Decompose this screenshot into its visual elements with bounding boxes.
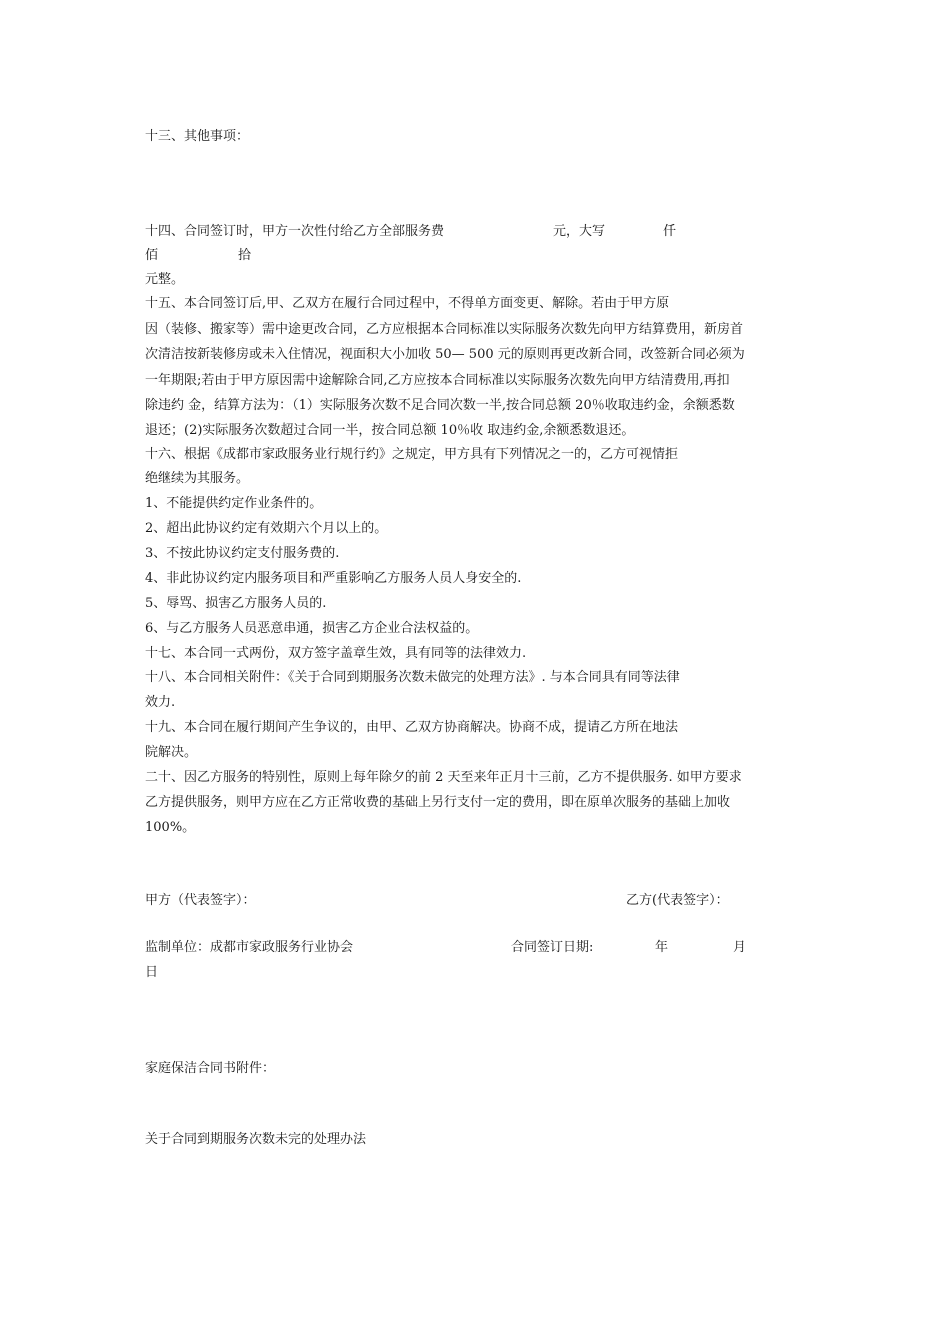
appendix-subtitle: 关于合同到期服务次数未完的处理办法 [145,1132,367,1147]
section-18-line: 效力. [145,695,176,710]
section-15-line: 退还；(2)实际服务次数超过合同一半，按合同总额 10％收 取违约金,余额悉数退还。 [145,423,635,438]
section-15-line: 次清洁按新装修房或未入住情况，视面积大小加收 50— 500 元的原则再更改新合同，改签新合同必须为 [145,347,745,362]
section-16-line: 绝继续为其服务。 [145,471,250,486]
section-15-line: 一年期限;若由于甲方原因需中途解除合同,乙方应按本合同标准以实际服务次数先向甲方结清费用,再扣 [145,373,730,388]
section-16-item: 6、与乙方服务人员恶意串通，损害乙方企业合法权益的。 [145,621,479,636]
party-a-signature-label: 甲方（代表签字）： [145,893,256,908]
sign-date-year: 年 [655,940,669,955]
section-16-line: 十六、根据《成都市家政服务业行规行约》之规定，甲方具有下列情况之一的，乙方可视情拒 [145,447,679,462]
section-15-line: 除违约 金，结算方法为：（1）实际服务次数不足合同次数一半,按合同总额 20％收取违约金，余额悉数 [145,398,735,413]
party-b-signature-label: 乙方(代表签字）： [626,893,729,908]
section-16-item: 5、辱骂、损害乙方服务人员的. [145,596,327,611]
section-14-qian: 仟 [663,224,677,239]
section-14-line-1: 十四、合同签订时，甲方一次性付给乙方全部服务费 [145,224,445,239]
sign-date-month: 月 [733,940,747,955]
section-15-line: 十五、本合同签订后,甲、乙双方在履行合同过程中，不得单方面变更、解除。若由于甲方原 [145,296,670,311]
section-20-line: 100%。 [145,820,196,835]
section-14-yuan-daxie: 元，大写 [553,224,606,239]
section-16-item: 1、不能提供约定作业条件的。 [145,496,323,511]
sign-date-day: 日 [145,965,159,980]
section-17-line: 十七、本合同一式两份，双方签字盖章生效，具有同等的法律效力. [145,646,527,661]
section-19-line: 十九、本合同在履行期间产生争议的，由甲、乙双方协商解决。协商不成，提请乙方所在地法 [145,720,679,735]
section-19-line: 院解决。 [145,745,198,760]
section-14-yuan-zheng: 元整。 [145,272,185,287]
section-18-line: 十八、本合同相关附件：《关于合同到期服务次数未做完的处理方法》. 与本合同具有同等法律 [145,670,680,685]
section-16-item: 4、非此协议约定内服务项目和严重影响乙方服务人员人身安全的. [145,571,522,586]
section-16-item: 2、超出此协议约定有效期六个月以上的。 [145,521,388,536]
appendix-title: 家庭保洁合同书附件： [145,1061,276,1076]
section-14-bai: 佰 [145,248,159,263]
section-16-item: 3、不按此协议约定支付服务费的. [145,546,340,561]
section-14-shi: 拾 [238,248,252,263]
section-13-heading: 十三、其他事项： [145,129,250,144]
sign-date-label: 合同签订日期: [511,940,594,955]
section-15-line: 因（装修、搬家等）需中途更改合同，乙方应根据本合同标准以实际服务次数先向甲方结算费用，新房首 [145,322,744,337]
section-20-line: 二十、因乙方服务的特别性，原则上每年除夕的前 2 天至来年正月十三前，乙方不提供服务. 如甲方要求 [145,770,742,785]
section-20-line: 乙方提供服务，则甲方应在乙方正常收费的基础上另行支付一定的费用，即在原单次服务的基础上加收 [145,795,731,810]
supervisor-label: 监制单位：成都市家政服务行业协会 [145,940,354,955]
